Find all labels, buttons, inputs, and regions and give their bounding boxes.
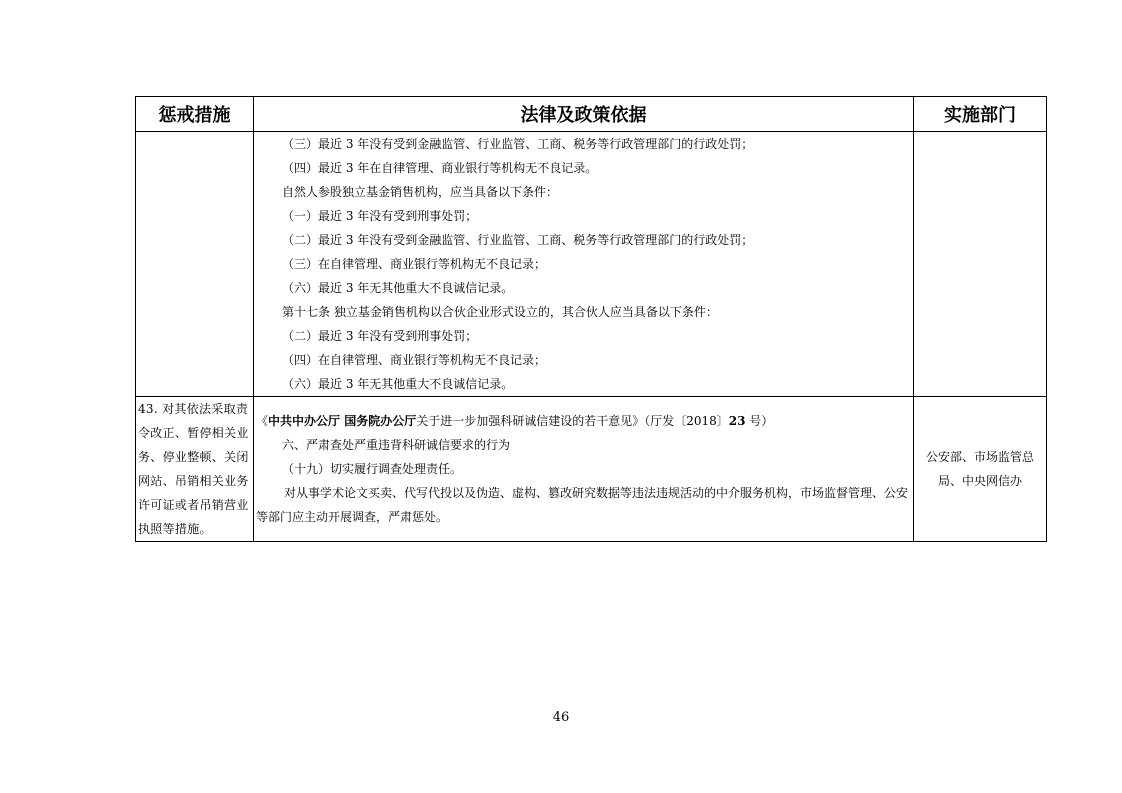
policy-table xyxy=(135,96,1047,542)
basis-line: （三）最近 3 年没有受到金融监管、行业监管、工商、税务等行政管理部门的行政处罚； xyxy=(282,137,754,151)
header-basis: 法律及政策依据 xyxy=(254,97,914,132)
item43-document-title: 《中共中办公厅 国务院办公厅关于进一步加强科研诚信建设的若干意见》（厅发〔2018〕23 号） xyxy=(256,414,774,428)
continuation-basis-cell xyxy=(254,132,914,397)
basis-line: （二）最近 3 年没有受到金融监管、行业监管、工商、税务等行政管理部门的行政处罚； xyxy=(282,233,754,247)
item43-basis-cell xyxy=(254,397,914,542)
continuation-department-cell xyxy=(914,132,1047,397)
basis-line: （四）在自律管理、商业银行等机构无不良记录； xyxy=(282,353,547,367)
basis-line: 第十七条 独立基金销售机构以合伙企业形式设立的，其合伙人应当具备以下条件： xyxy=(282,305,718,319)
table-row-continuation xyxy=(136,132,1047,397)
item43-section-line: 六、严肃查处严重违背科研诚信要求的行为 xyxy=(282,438,511,452)
table-row-item-43 xyxy=(136,397,1047,542)
item43-document-number: 23 xyxy=(728,414,746,428)
basis-line: （六）最近 3 年无其他重大不良诚信记录。 xyxy=(282,377,514,391)
item43-measure: 43. 对其依法采取责令改正、暂停相关业务、停业整顿、关闭网站、吊销相关业务许可证或者吊销营业执照等措施。 xyxy=(136,397,254,542)
basis-line: （六）最近 3 年无其他重大不良诚信记录。 xyxy=(282,281,514,295)
item43-department: 公安部、市场监管总局、中央网信办 xyxy=(914,397,1047,542)
item43-paragraph: 对从事学术论文买卖、代写代投以及伪造、虚构、篡改研究数据等违法违规活动的中介服务机构，市场监督管理、公安等部门应主动开展调查，严肃惩处。 xyxy=(256,486,909,524)
table-header-row xyxy=(136,97,1047,132)
basis-line: （一）最近 3 年没有受到刑事处罚； xyxy=(282,209,478,223)
item43-document-title-rest: 关于进一步加强科研诚信建设的若干意见》（厅发〔2018〕 xyxy=(416,414,729,428)
header-measure: 惩戒措施 xyxy=(136,97,254,132)
basis-line: 自然人参股独立基金销售机构，应当具备以下条件： xyxy=(282,185,559,199)
basis-line: （三）在自律管理、商业银行等机构无不良记录； xyxy=(282,257,547,271)
page-number: 46 xyxy=(552,710,570,725)
basis-line: （四）最近 3 年在自律管理、商业银行等机构无不良记录。 xyxy=(282,161,598,175)
item43-document-issuer: 中共中办公厅 国务院办公厅 xyxy=(268,414,417,428)
header-department: 实施部门 xyxy=(914,97,1047,132)
basis-line: （二）最近 3 年没有受到刑事处罚； xyxy=(282,329,478,343)
item43-item-line: （十九）切实履行调查处理责任。 xyxy=(282,462,463,476)
continuation-measure-cell xyxy=(136,132,254,397)
